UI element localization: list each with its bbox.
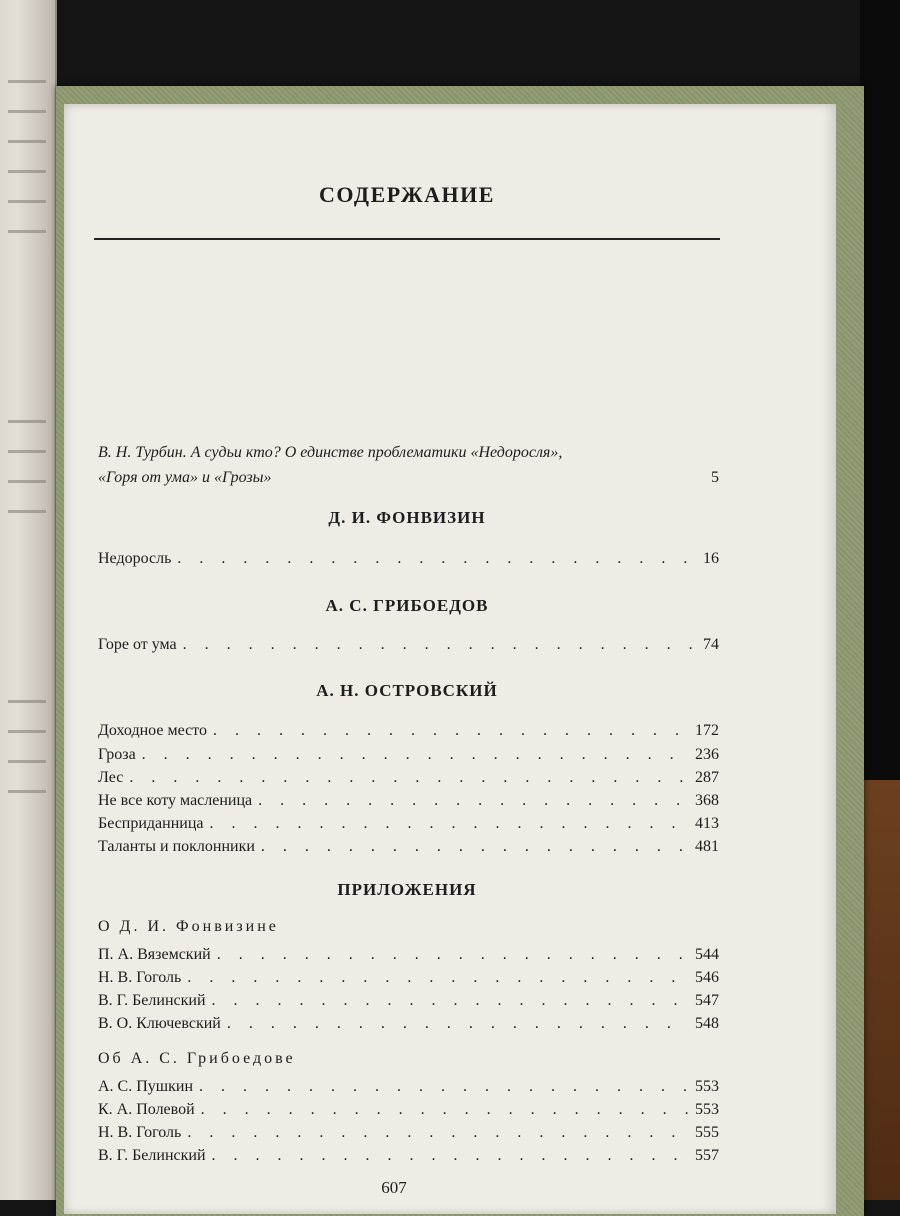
intro-page: 5 <box>711 469 719 486</box>
leader-dots <box>212 992 689 1010</box>
entry-page: 368 <box>695 792 719 809</box>
toc-row <box>98 969 719 991</box>
entry-page: 172 <box>695 722 719 739</box>
entry-title: Гроза <box>98 746 136 763</box>
leader-dots <box>258 792 689 810</box>
toc-row <box>98 1101 719 1123</box>
leader-dots <box>142 746 689 764</box>
entry-page: 547 <box>695 992 719 1009</box>
entry-page: 413 <box>695 815 719 832</box>
toc-row <box>98 636 719 658</box>
leader-dots <box>183 636 697 654</box>
entry-title: А. С. Пушкин <box>98 1078 193 1095</box>
contents-page <box>64 104 836 1214</box>
toc-row <box>98 1147 719 1169</box>
entry-page: 544 <box>695 946 719 963</box>
leader-dots <box>187 969 689 987</box>
entry-page: 481 <box>695 838 719 855</box>
leader-dots <box>217 946 689 964</box>
toc-row <box>98 746 719 768</box>
toc-row <box>98 722 719 744</box>
wooden-surface <box>860 780 900 1200</box>
toc-row <box>98 1015 719 1037</box>
toc-row <box>98 769 719 791</box>
leader-dots <box>177 550 697 568</box>
leader-dots <box>210 815 689 833</box>
page-number: 607 <box>381 1178 407 1197</box>
intro-line-1: В. Н. Турбин. А судьи кто? О единстве проблематики «Недоросля», <box>98 444 563 461</box>
entry-title: Бесприданница <box>98 815 204 832</box>
entry-page: 553 <box>695 1078 719 1095</box>
entry-page: 553 <box>695 1101 719 1118</box>
entry-title: К. А. Полевой <box>98 1101 195 1118</box>
entry-page: 236 <box>695 746 719 763</box>
entry-page: 557 <box>695 1147 719 1164</box>
entry-title: П. А. Вяземский <box>98 946 211 963</box>
entry-title: Не все коту масленица <box>98 792 253 809</box>
leader-dots <box>201 1101 689 1119</box>
intro-entry <box>98 440 719 490</box>
leader-dots <box>213 722 689 740</box>
page-title: СОДЕРЖАНИЕ <box>319 182 495 207</box>
entry-title: Таланты и поклонники <box>98 838 255 855</box>
leader-dots <box>212 1147 689 1165</box>
entry-title: Н. В. Гоголь <box>98 1124 182 1141</box>
leader-dots <box>261 838 689 856</box>
toc-row <box>98 992 719 1014</box>
intro-line-2: «Горя от ума» и «Грозы» <box>98 469 272 486</box>
title-rule <box>94 238 720 240</box>
leader-dots <box>187 1124 689 1142</box>
toc-row <box>98 1124 719 1146</box>
entry-title: Лес <box>98 769 124 786</box>
entry-page: 546 <box>695 969 719 986</box>
entry-title: В. О. Ключевский <box>98 1015 221 1032</box>
entry-title: Н. В. Гоголь <box>98 969 182 986</box>
toc-row <box>98 550 719 572</box>
section-heading-griboedov: А. С. ГРИБОЕДОВ <box>325 596 489 615</box>
entry-title: В. Г. Белинский <box>98 1147 206 1164</box>
section-heading-fonvizin: Д. И. ФОНВИЗИН <box>328 508 486 527</box>
leader-dots <box>199 1078 689 1096</box>
entry-page: 548 <box>695 1015 719 1032</box>
toc-row <box>98 838 719 860</box>
leader-dots <box>227 1015 689 1033</box>
toc-row <box>98 815 719 837</box>
entry-page: 16 <box>703 550 719 567</box>
appendix-group-label: О Д. И. Фонвизине <box>98 918 279 935</box>
leader-dots <box>129 769 689 787</box>
toc-row <box>98 1078 719 1100</box>
entry-page: 74 <box>703 636 719 653</box>
entry-title: В. Г. Белинский <box>98 992 206 1009</box>
adjacent-page-edge <box>0 0 57 1200</box>
dark-background <box>860 0 900 820</box>
entry-page: 287 <box>695 769 719 786</box>
entry-title: Недоросль <box>98 550 172 567</box>
toc-row <box>98 946 719 968</box>
entry-page: 555 <box>695 1124 719 1141</box>
toc-row <box>98 792 719 814</box>
entry-title: Доходное место <box>98 722 207 739</box>
entry-title: Горе от ума <box>98 636 177 653</box>
section-heading-ostrovsky: А. Н. ОСТРОВСКИЙ <box>316 681 498 700</box>
appendix-heading: ПРИЛОЖЕНИЯ <box>337 880 477 899</box>
appendix-group-label: Об А. С. Грибоедове <box>98 1050 296 1067</box>
